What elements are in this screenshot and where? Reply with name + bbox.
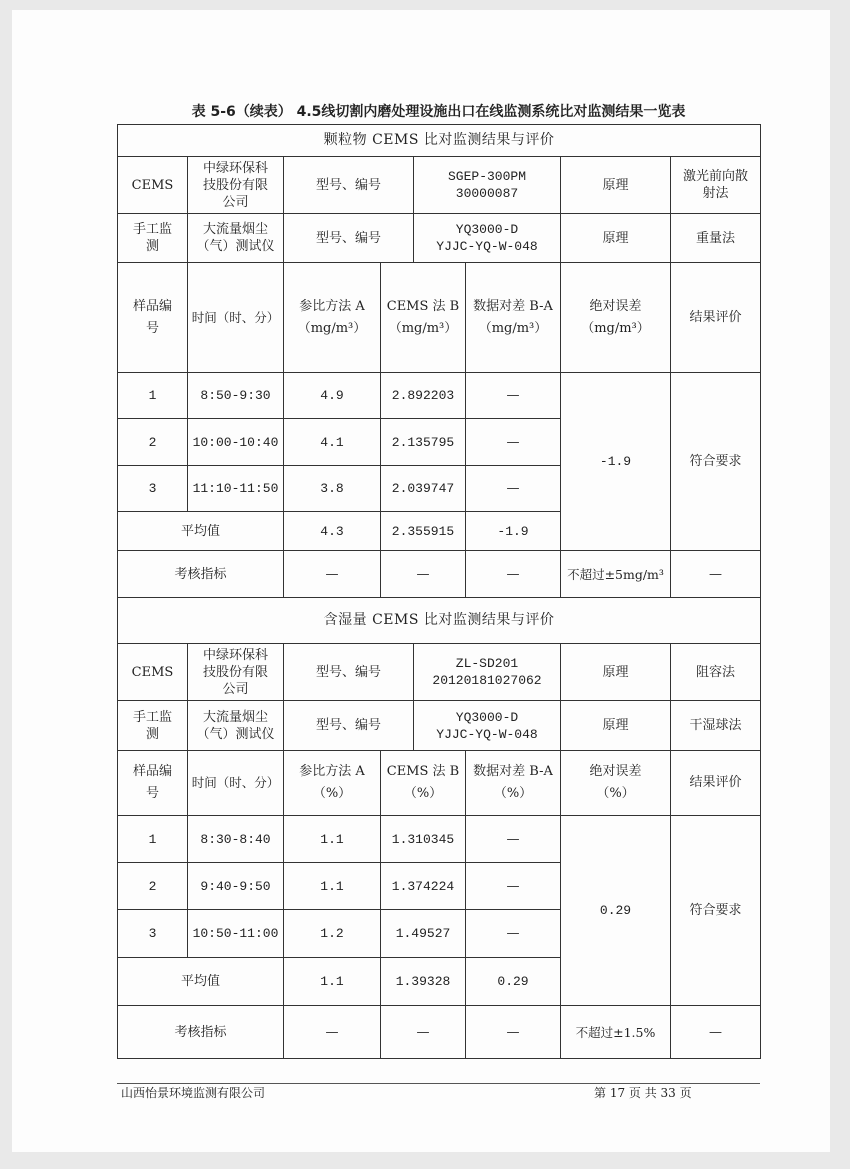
pm-row-diff: — xyxy=(466,466,561,512)
pm-row-no: 1 xyxy=(118,373,188,419)
moisture-manual-principle-line: 干湿球法 xyxy=(689,718,742,733)
pm-cems-maker-line: 中绿环保科 xyxy=(202,160,268,176)
pm-average-diff: -1.9 xyxy=(466,512,561,551)
pm-manual-model xyxy=(414,214,561,263)
footer-page-number: 第 17 页 共 33 页 xyxy=(594,1086,692,1100)
moisture-cems-model-label: 型号、编号 xyxy=(284,644,414,701)
moisture-criteria-evaluation: — xyxy=(671,1006,761,1059)
pm-section-heading: 颗粒物 CEMS 比对监测结果与评价 xyxy=(118,125,761,157)
moisture-row-time: 9:40-9:50 xyxy=(188,863,284,910)
table-title: 表 5-6（续表） 4.5线切割内磨处理设施出口在线监测系统比对监测结果一览表 xyxy=(191,104,686,120)
moisture-cems-principle-line: 阻容法 xyxy=(696,664,736,680)
pm-row-ref-a: 4.1 xyxy=(284,419,381,466)
moisture-criteria-abs-error: 不超过±1.5% xyxy=(561,1006,671,1059)
pm-row-ref-a: 3.8 xyxy=(284,466,381,512)
moisture-col-diff-label: 数据对差 B-A xyxy=(473,764,553,779)
moisture-manual-model-label: 型号、编号 xyxy=(284,701,414,751)
moisture-col-ref-a-label: 参比方法 A xyxy=(299,764,365,779)
pm-cems-model-line: SGEP-300PM xyxy=(447,169,526,184)
pm-manual-device-line: （气）测试仪 xyxy=(196,239,275,254)
pm-criteria-diff: — xyxy=(466,551,561,598)
pm-cems-model xyxy=(414,157,561,214)
pm-average-label: 平均值 xyxy=(118,512,284,551)
pm-cems-principle-label: 原理 xyxy=(561,157,671,214)
moisture-manual-model xyxy=(414,701,561,751)
pm-manual-model-line: YQ3000-D xyxy=(455,222,519,237)
moisture-col-abs-error-unit: （%） xyxy=(596,786,635,801)
pm-row-cems-b: 2.039747 xyxy=(381,466,466,512)
moisture-col-ref-a-unit: （%） xyxy=(312,786,352,801)
pm-row-cems-b: 2.135795 xyxy=(381,419,466,466)
pm-row-time: 8:50-9:30 xyxy=(188,373,284,419)
moisture-row-ref-a: 1.1 xyxy=(284,863,381,910)
moisture-manual-principle xyxy=(671,701,761,751)
moisture-manual-model-line: YQ3000-D xyxy=(455,709,519,725)
moisture-manual-device-line: 大流量烟尘 xyxy=(202,709,268,725)
moisture-row-time: 10:50-11:00 xyxy=(188,910,284,958)
moisture-col-cems-b-label: CEMS 法 B xyxy=(386,764,460,779)
pm-row-ref-a: 4.9 xyxy=(284,373,381,419)
pm-col-diff-label: 数据对差 B-A xyxy=(473,298,553,314)
moisture-row-diff: — xyxy=(466,863,561,910)
moisture-manual-device xyxy=(188,701,284,751)
pm-criteria-ref-a: — xyxy=(284,551,381,598)
pm-cems-model-line: 30000087 xyxy=(455,186,519,201)
pm-col-sample-no-line: 样品编 xyxy=(132,298,172,314)
pm-criteria-abs-error: 不超过±5mg/m³ xyxy=(561,551,671,598)
moisture-cems-model xyxy=(414,644,561,701)
pm-cems-principle-line: 射法 xyxy=(702,186,729,201)
pm-row-no: 3 xyxy=(118,466,188,512)
moisture-average-cems-b: 1.39328 xyxy=(381,958,466,1006)
moisture-criteria-diff: — xyxy=(466,1006,561,1059)
moisture-col-sample-no-line: 样品编 xyxy=(132,764,172,779)
moisture-manual-principle-label: 原理 xyxy=(561,701,671,751)
moisture-cems-maker xyxy=(188,644,284,701)
moisture-cems-label: CEMS xyxy=(118,644,188,701)
pm-col-abs-error xyxy=(561,263,671,373)
moisture-col-diff xyxy=(466,751,561,816)
pm-col-sample-no-line: 号 xyxy=(145,320,159,336)
moisture-cems-model-line: ZL-SD201 xyxy=(455,656,519,671)
moisture-col-evaluation: 结果评价 xyxy=(671,751,761,816)
pm-row-time: 10:00-10:40 xyxy=(188,419,284,466)
moisture-section-heading: 含湿量 CEMS 比对监测结果与评价 xyxy=(118,598,761,644)
moisture-average-diff: 0.29 xyxy=(466,958,561,1006)
pm-manual-label-line: 手工监 xyxy=(132,222,172,237)
pm-row-time: 11:10-11:50 xyxy=(188,466,284,512)
moisture-criteria-label: 考核指标 xyxy=(118,1006,284,1059)
pm-evaluation: 符合要求 xyxy=(671,373,761,551)
moisture-cems-principle xyxy=(671,644,761,701)
pm-manual-device xyxy=(188,214,284,263)
pm-col-abs-error-unit: （mg/m³） xyxy=(581,320,650,336)
pm-col-ref-a-label: 参比方法 A xyxy=(299,298,365,314)
pm-average-cems-b: 2.355915 xyxy=(381,512,466,551)
pm-cems-maker xyxy=(188,157,284,214)
moisture-cems-maker-line: 中绿环保科 xyxy=(202,647,268,663)
pm-row-diff: — xyxy=(466,373,561,419)
pm-criteria-label: 考核指标 xyxy=(118,551,284,598)
moisture-row-cems-b: 1.49527 xyxy=(381,910,466,958)
moisture-col-cems-b xyxy=(381,751,466,816)
pm-average-ref-a: 4.3 xyxy=(284,512,381,551)
pm-row-diff: — xyxy=(466,419,561,466)
pm-col-sample-no xyxy=(118,263,188,373)
moisture-manual-model-line: YJJC-YQ-W-048 xyxy=(436,726,538,742)
moisture-average-label: 平均值 xyxy=(118,958,284,1006)
moisture-criteria-ref-a: — xyxy=(284,1006,381,1059)
pm-manual-principle xyxy=(671,214,761,263)
pm-manual-label-line: 测 xyxy=(145,239,159,254)
moisture-col-sample-no xyxy=(118,751,188,816)
pm-cems-maker-line: 公司 xyxy=(222,194,249,210)
pm-manual-model-line: YJJC-YQ-W-048 xyxy=(436,239,538,254)
pm-cems-principle-line: 激光前向散 xyxy=(683,169,749,184)
pm-cems-maker-line: 技股份有限 xyxy=(202,177,268,193)
pm-cems-model-label: 型号、编号 xyxy=(284,157,414,214)
moisture-row-cems-b: 1.310345 xyxy=(381,816,466,863)
pm-col-diff xyxy=(466,263,561,373)
pm-col-abs-error-label: 绝对误差 xyxy=(589,298,642,314)
moisture-evaluation: 符合要求 xyxy=(671,816,761,1006)
pm-col-cems-b xyxy=(381,263,466,373)
moisture-row-no: 3 xyxy=(118,910,188,958)
moisture-row-diff: — xyxy=(466,910,561,958)
moisture-col-abs-error xyxy=(561,751,671,816)
results-table xyxy=(117,124,761,1059)
pm-col-cems-b-unit: （mg/m³） xyxy=(388,320,458,336)
footer-divider xyxy=(117,1083,760,1084)
moisture-manual-label xyxy=(118,701,188,751)
pm-col-evaluation: 结果评价 xyxy=(671,263,761,373)
pm-cems-principle xyxy=(671,157,761,214)
moisture-col-diff-unit: （%） xyxy=(493,786,533,801)
moisture-row-ref-a: 1.2 xyxy=(284,910,381,958)
moisture-row-no: 2 xyxy=(118,863,188,910)
moisture-manual-label-line: 测 xyxy=(145,726,159,742)
pm-col-ref-a-unit: （mg/m³） xyxy=(297,320,367,336)
moisture-average-ref-a: 1.1 xyxy=(284,958,381,1006)
pm-col-cems-b-label: CEMS 法 B xyxy=(386,298,460,314)
footer-company: 山西怡景环境监测有限公司 xyxy=(121,1086,266,1100)
pm-criteria-evaluation: — xyxy=(671,551,761,598)
moisture-col-sample-no-line: 号 xyxy=(145,786,159,801)
moisture-row-no: 1 xyxy=(118,816,188,863)
moisture-row-time: 8:30-8:40 xyxy=(188,816,284,863)
moisture-cems-maker-line: 公司 xyxy=(222,681,249,697)
moisture-abs-error: 0.29 xyxy=(561,816,671,1006)
moisture-col-abs-error-label: 绝对误差 xyxy=(589,764,642,779)
moisture-col-ref-a xyxy=(284,751,381,816)
moisture-cems-principle-label: 原理 xyxy=(561,644,671,701)
pm-manual-model-label: 型号、编号 xyxy=(284,214,414,263)
moisture-cems-model-line: 20120181027062 xyxy=(432,673,542,688)
moisture-row-ref-a: 1.1 xyxy=(284,816,381,863)
pm-manual-principle-label: 原理 xyxy=(561,214,671,263)
pm-col-ref-a xyxy=(284,263,381,373)
moisture-row-diff: — xyxy=(466,816,561,863)
pm-cems-label: CEMS xyxy=(118,157,188,214)
pm-col-time: 时间（时、分） xyxy=(188,263,284,373)
pm-manual-label xyxy=(118,214,188,263)
pm-row-cems-b: 2.892203 xyxy=(381,373,466,419)
moisture-col-time: 时间（时、分） xyxy=(188,751,284,816)
pm-col-diff-unit: （mg/m³） xyxy=(478,320,548,336)
moisture-row-cems-b: 1.374224 xyxy=(381,863,466,910)
moisture-criteria-cems-b: — xyxy=(381,1006,466,1059)
moisture-manual-label-line: 手工监 xyxy=(132,709,172,725)
pm-abs-error: -1.9 xyxy=(561,373,671,551)
moisture-manual-device-line: （气）测试仪 xyxy=(196,726,275,742)
moisture-col-cems-b-unit: （%） xyxy=(403,786,443,801)
moisture-cems-maker-line: 技股份有限 xyxy=(202,664,268,680)
pm-row-no: 2 xyxy=(118,419,188,466)
pm-manual-principle-line: 重量法 xyxy=(696,230,736,246)
pm-criteria-cems-b: — xyxy=(381,551,466,598)
pm-manual-device-line: 大流量烟尘 xyxy=(202,222,268,237)
